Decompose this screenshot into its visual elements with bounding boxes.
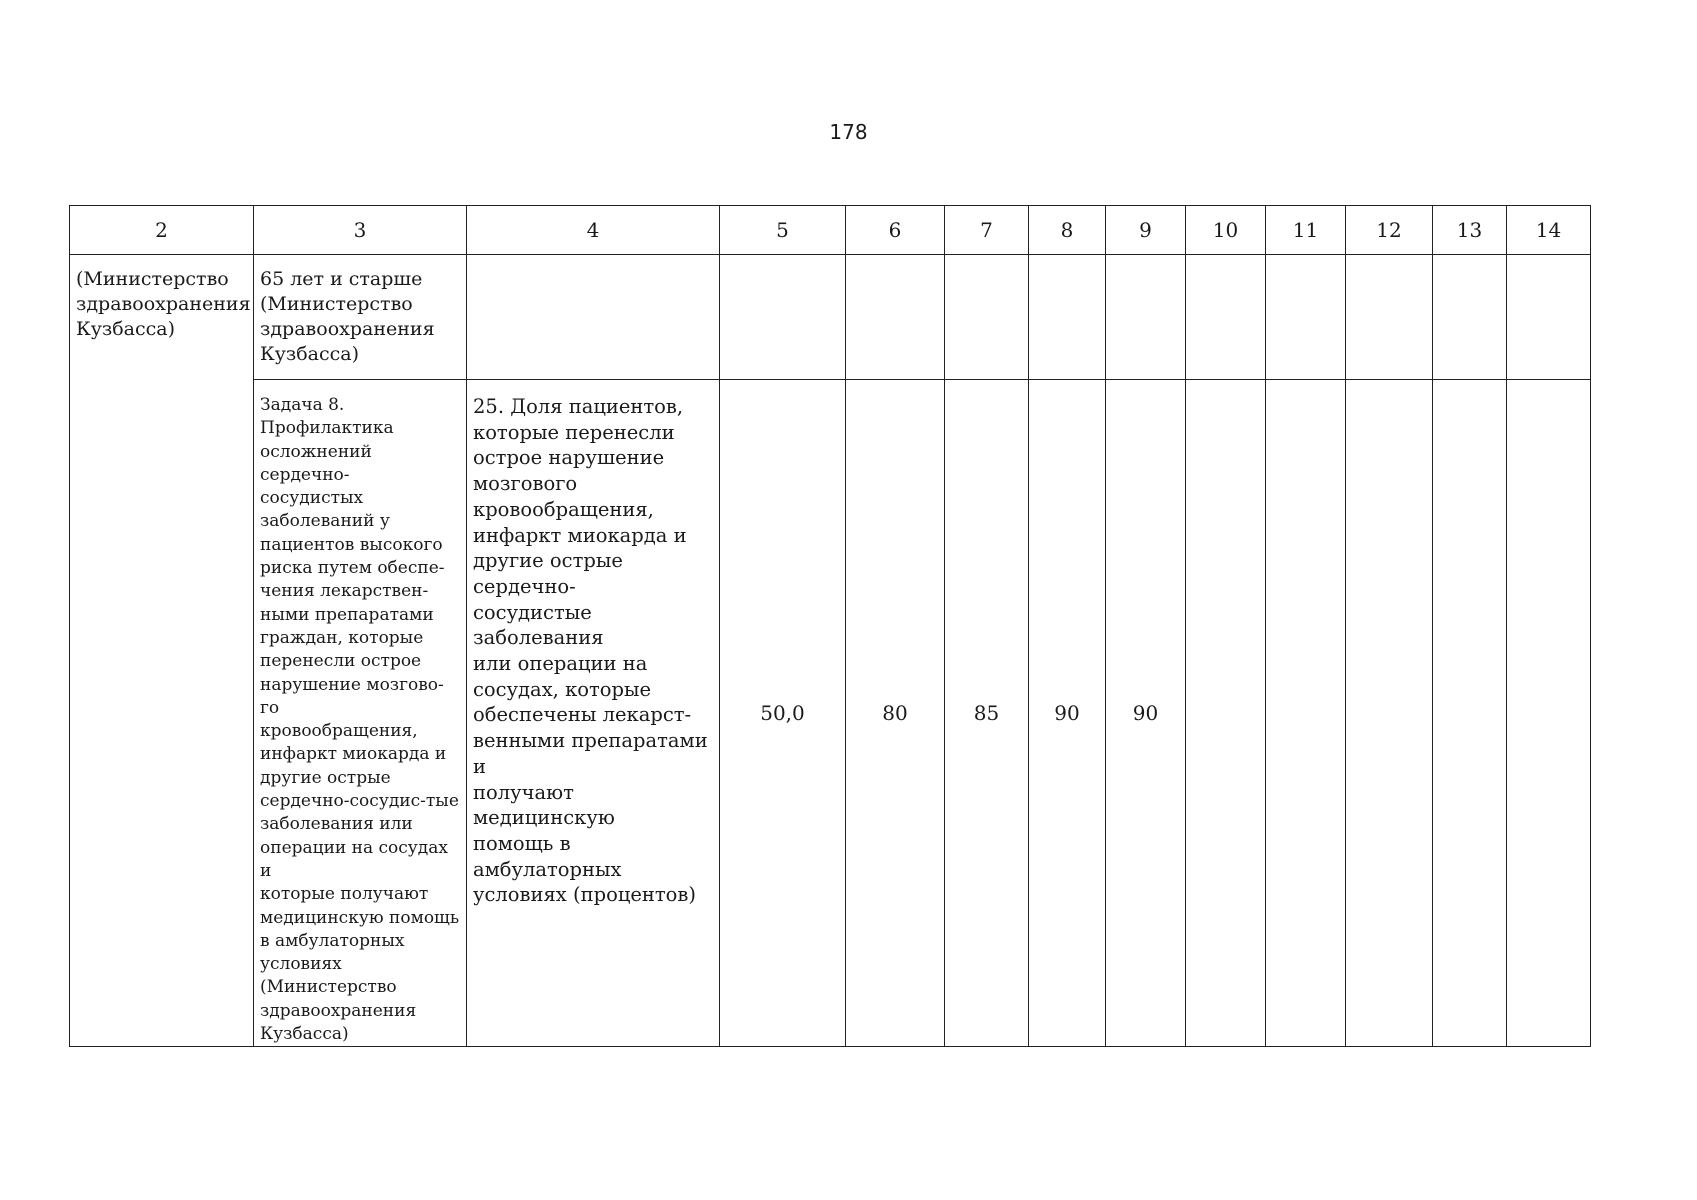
header-cell-10: 10	[1186, 206, 1266, 255]
empty-cell	[1346, 255, 1433, 380]
value-col-9: 90	[1106, 380, 1186, 1047]
header-cell-12: 12	[1346, 206, 1433, 255]
value-col-8: 90	[1029, 380, 1106, 1047]
target-group-text: 65 лет и старше (Министерство здравоохранения Кузбасса)	[260, 268, 435, 365]
header-cell-2: 2	[70, 206, 254, 255]
table-row	[70, 255, 1591, 380]
task-cell	[254, 380, 467, 1047]
responsible-text: (Министерство здравоохранения Кузбасса)	[76, 268, 251, 340]
header-cell-11: 11	[1266, 206, 1346, 255]
target-group-cell	[254, 255, 467, 380]
empty-cell	[1186, 380, 1266, 1047]
header-cell-7: 7	[945, 206, 1029, 255]
empty-cell	[1346, 380, 1433, 1047]
empty-cell	[945, 255, 1029, 380]
header-cell-6: 6	[846, 206, 945, 255]
page-number: 178	[829, 120, 868, 144]
header-cell-13: 13	[1433, 206, 1507, 255]
empty-cell	[720, 255, 846, 380]
empty-cell	[1433, 255, 1507, 380]
empty-cell	[1029, 255, 1106, 380]
empty-cell	[1186, 255, 1266, 380]
indicator-text: 25. Доля пациентов, которые перенесли острое нарушение мозгового кровообращения, инфаркт миокарда и другие острые сердечно- сосудистые заболевания или операции на сосудах, которые обеспечены лекарст- венными препаратами и получают медицинскую помощь в амбулаторных условиях (процентов)	[473, 395, 708, 907]
header-cell-9: 9	[1106, 206, 1186, 255]
value-col-7: 85	[945, 380, 1029, 1047]
table-row	[70, 380, 1591, 1047]
table-header-row	[70, 206, 1591, 255]
header-cell-3: 3	[254, 206, 467, 255]
empty-cell	[1266, 380, 1346, 1047]
responsible-cell	[70, 255, 254, 1047]
empty-cell	[846, 255, 945, 380]
empty-cell	[1507, 380, 1591, 1047]
empty-cell	[1266, 255, 1346, 380]
empty-cell	[1106, 255, 1186, 380]
indicators-table	[69, 205, 1591, 1047]
empty-cell	[1433, 380, 1507, 1047]
indicator-cell	[467, 380, 720, 1047]
empty-cell	[467, 255, 720, 380]
value-col-6: 80	[846, 380, 945, 1047]
header-cell-4: 4	[467, 206, 720, 255]
value-col-5: 50,0	[720, 380, 846, 1047]
header-cell-8: 8	[1029, 206, 1106, 255]
empty-cell	[1507, 255, 1591, 380]
header-cell-5: 5	[720, 206, 846, 255]
task-text: Задача 8. Профилактика осложнений сердечно- сосудистых заболеваний у пациентов высокого риска путем обеспе- чения лекарствен- ными препаратами граждан, которые перенесли острое нарушение мозгово-го кровообращения, инфаркт миокарда и другие острые сердечно-сосудис-тые заболевания или операции на сосудах и которые получают медицинскую помощь в амбулаторных условиях (Министерство здравоохранения Кузбасса)	[260, 395, 460, 1045]
header-cell-14: 14	[1507, 206, 1591, 255]
